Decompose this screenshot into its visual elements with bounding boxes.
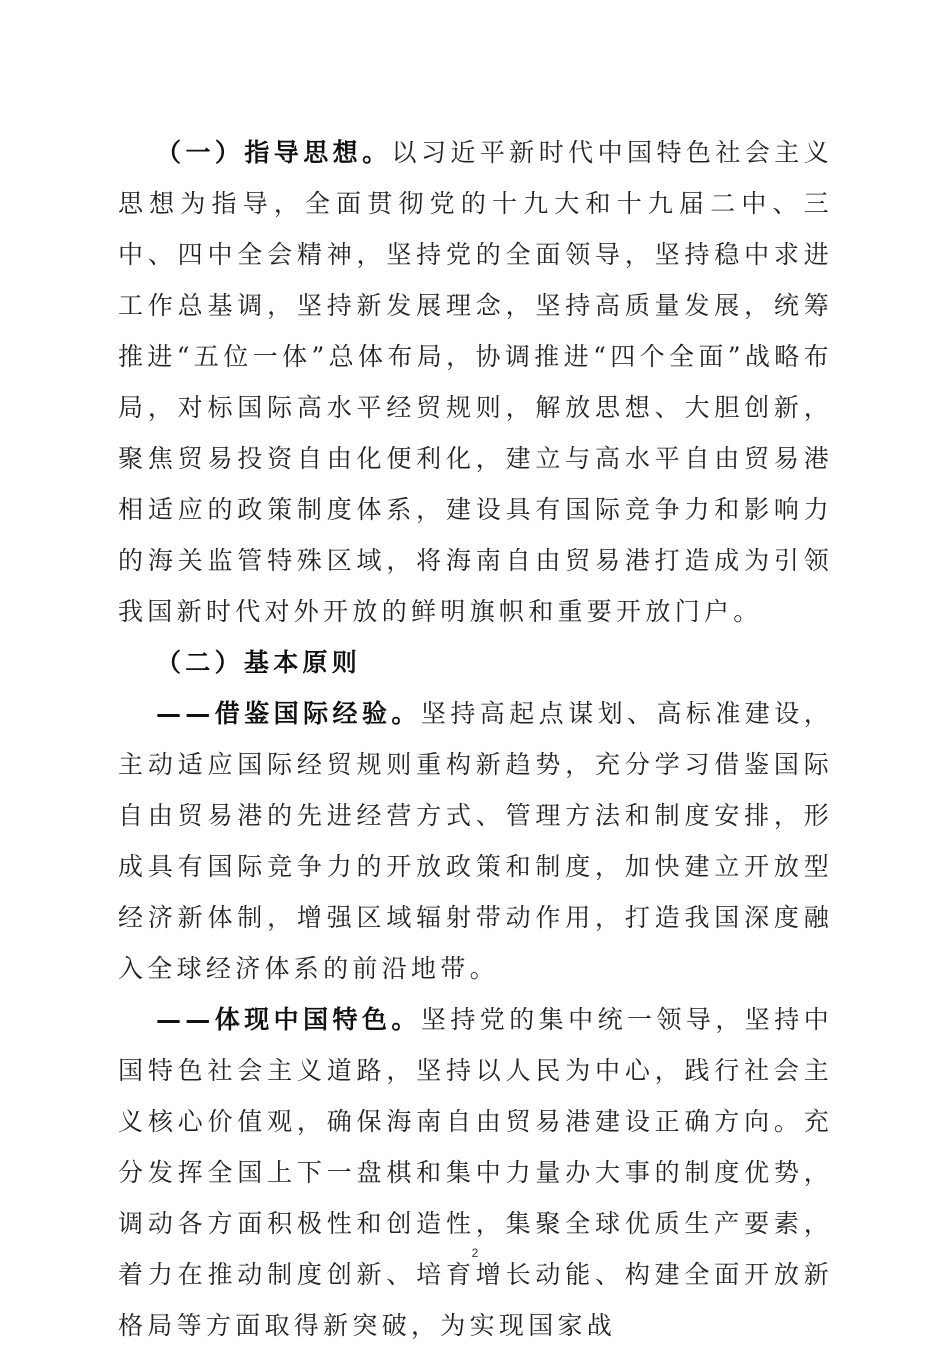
guiding-ideology-paragraph xyxy=(118,127,833,637)
principle-international-experience-text: 坚持高起点谋划、高标准建设，主动适应国际经贸规则重构新趋势，充分学习借鉴国际自由贸易港的先进经营方式、管理方法和制度安排，形成具有国际竞争力的开放政策和制度，加快建立开放型经济新体制，增强区域辐射带动作用，打造我国深度融入全球经济体系的前沿地带。 xyxy=(118,699,834,983)
document-body xyxy=(118,127,833,1351)
guiding-ideology-heading: （一）指导思想。 xyxy=(156,138,392,167)
principle-chinese-characteristics-text: 坚持党的集中统一领导，坚持中国特色社会主义道路，坚持以人民为中心，践行社会主义核心价值观，确保海南自由贸易港建设正确方向。充分发挥全国上下一盘棋和集中力量办大事的制度优势，调动各方面积极性和创造性，集聚全球优质生产要素，着力在推动制度创新、培育增长动能、构建全面开放新格局等方面取得新突破，为实现国家战 xyxy=(118,1005,834,1340)
principle-international-experience-title: ——借鉴国际经验。 xyxy=(156,699,421,728)
principle-chinese-characteristics xyxy=(118,994,833,1351)
principle-chinese-characteristics-title: ——体现中国特色。 xyxy=(156,1005,421,1034)
page-number: 2 xyxy=(471,1246,479,1260)
guiding-ideology-text: 以习近平新时代中国特色社会主义思想为指导，全面贯彻党的十九大和十九届二中、三中、四中全会精神，坚持党的全面领导，坚持稳中求进工作总基调，坚持新发展理念，坚持高质量发展，统筹推进“五位一体”总体布局，协调推进“四个全面”战略布局，对标国际高水平经贸规则，解放思想、大胆创新，聚焦贸易投资自由化便利化，建立与高水平自由贸易港相适应的政策制度体系，建设具有国际竞争力和影响力的海关监管特殊区域，将海南自由贸易港打造成为引领我国新时代对外开放的鲜明旗帜和重要开放门户。 xyxy=(118,138,833,626)
principle-international-experience xyxy=(118,688,833,994)
basic-principles-heading: （二）基本原则 xyxy=(156,648,362,677)
